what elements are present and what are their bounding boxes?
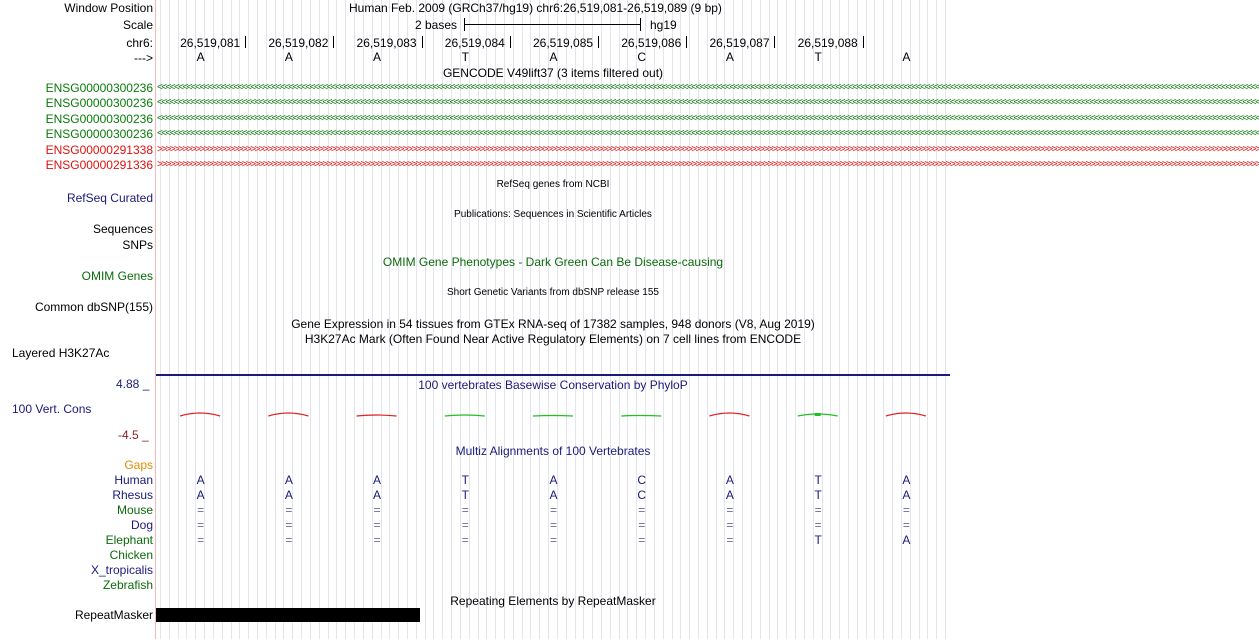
gencode-item-label[interactable]: ENSG00000300236	[45, 111, 153, 126]
gencode-item-feature[interactable]: >>>>>>>>>>>>>>>>>>>>>>>>>>>>>>>>>>>>>>>>>>>>>>>>>>>>>>>>>>>>>>>>>>>>>>>>>>>>>>>>>>>>>>>>>>>>>>>>>>>>>>>>>>>>>>>>>>>>>>>>>>>>>>>>>>>>>>>>>>>>>>>>>>>>>>>>>>>>>>>>>>>>>>>>>>>>>>>>>>>>>>>>>>>>>>>>>>>>>>>>>>>>>>>>>>>>>>>>>>>>>>>>>>>>>>>>>>>>>>>>>>>>>>>>>>>>>>>>>>>>	[157, 159, 1259, 170]
position-tick-label: 26,519,086	[621, 36, 682, 50]
position-tick-label: 26,519,083	[356, 36, 417, 50]
refseq-track-title[interactable]: RefSeq genes from NCBI	[496, 179, 610, 190]
strand-label: --->	[134, 51, 153, 65]
alignment-base: A	[725, 488, 734, 502]
scale-value: 2 bases	[415, 18, 458, 32]
gencode-item-feature[interactable]: <<<<<<<<<<<<<<<<<<<<<<<<<<<<<<<<<<<<<<<<<<<<<<<<<<<<<<<<<<<<<<<<<<<<<<<<<<<<<<<<<<<<<<<<<<<<<<<<<<<<<<<<<<<<<<<<<<<<<<<<<<<<<<<<<<<<<<<<<<<<<<<<<<<<<<<<<<<<<<<<<<<<<<<<<<<<<<<<<<<<<<<<<<<<<<<<<<<<<<<<<<<<<<<<<<<<<<<<<<<<<<<<<<<<<<<<<<<<<<<<<<<<<<<<<<<<<<<<<<<<	[157, 112, 1259, 124]
alignment-base: =	[726, 518, 734, 532]
alignment-base: =	[461, 503, 469, 517]
conservation-peak-mark	[815, 413, 821, 416]
alignment-base: =	[638, 518, 646, 532]
alignment-base: =	[638, 503, 646, 517]
alignment-base: A	[284, 473, 293, 487]
alignment-base: A	[373, 473, 382, 487]
alignment-base: A	[902, 473, 911, 487]
reference-base: A	[284, 50, 293, 64]
alignment-base: =	[902, 518, 910, 532]
gtex-track-title[interactable]: Gene Expression in 54 tissues from GTEx RNA-seq of 17382 samples, 948 donors (V8, Aug 2019)	[291, 317, 815, 331]
alignment-base: A	[284, 488, 293, 502]
publications-track-title[interactable]: Publications: Sequences in Scientific Articles	[454, 209, 652, 220]
dbsnp-track-title[interactable]: Short Genetic Variants from dbSNP release 155	[447, 287, 659, 298]
species-label[interactable]: Dog	[130, 518, 153, 532]
species-label[interactable]: X_tropicalis	[90, 563, 153, 577]
omim-label[interactable]: OMIM Genes	[81, 269, 153, 283]
h3k27ac-label[interactable]: Layered H3K27Ac	[12, 346, 110, 360]
reference-base: A	[725, 50, 734, 64]
alignment-base: A	[549, 473, 558, 487]
snps-label[interactable]: SNPs	[122, 238, 153, 252]
reference-base: A	[196, 50, 205, 64]
alignment-base: T	[814, 488, 822, 502]
species-label[interactable]: Chicken	[109, 548, 153, 562]
cons-axis-min: -4.5 _	[118, 428, 149, 442]
alignment-base: =	[549, 503, 557, 517]
alignment-base: =	[373, 518, 381, 532]
repeat-label[interactable]: RepeatMasker	[74, 608, 153, 622]
species-label[interactable]: Human	[114, 473, 153, 487]
alignment-base: =	[549, 518, 557, 532]
window-position-label: Window Position	[64, 1, 153, 15]
alignment-base: =	[902, 503, 910, 517]
alignment-base: =	[197, 503, 205, 517]
gencode-item-label[interactable]: ENSG00000291338	[45, 142, 153, 157]
alignment-base: C	[637, 473, 647, 487]
alignment-base: A	[549, 488, 558, 502]
alignment-base: =	[285, 518, 293, 532]
sequences-label[interactable]: Sequences	[92, 222, 153, 236]
alignment-base: =	[285, 503, 293, 517]
species-label[interactable]: Mouse	[116, 503, 153, 517]
reference-base: A	[373, 50, 382, 64]
position-tick-label: 26,519,082	[268, 36, 329, 50]
cons-axis-max: 4.88 _	[116, 377, 150, 391]
cons-track-title[interactable]: 100 vertebrates Basewise Conservation by PhyloP	[418, 378, 688, 392]
alignment-base: A	[196, 488, 205, 502]
reference-base: A	[549, 50, 558, 64]
refseq-label[interactable]: RefSeq Curated	[66, 191, 153, 205]
gencode-item-feature[interactable]: <<<<<<<<<<<<<<<<<<<<<<<<<<<<<<<<<<<<<<<<<<<<<<<<<<<<<<<<<<<<<<<<<<<<<<<<<<<<<<<<<<<<<<<<<<<<<<<<<<<<<<<<<<<<<<<<<<<<<<<<<<<<<<<<<<<<<<<<<<<<<<<<<<<<<<<<<<<<<<<<<<<<<<<<<<<<<<<<<<<<<<<<<<<<<<<<<<<<<<<<<<<<<<<<<<<<<<<<<<<<<<<<<<<<<<<<<<<<<<<<<<<<<<<<<<<<<<<<<<<<	[157, 128, 1259, 140]
gencode-item-feature[interactable]: <<<<<<<<<<<<<<<<<<<<<<<<<<<<<<<<<<<<<<<<<<<<<<<<<<<<<<<<<<<<<<<<<<<<<<<<<<<<<<<<<<<<<<<<<<<<<<<<<<<<<<<<<<<<<<<<<<<<<<<<<<<<<<<<<<<<<<<<<<<<<<<<<<<<<<<<<<<<<<<<<<<<<<<<<<<<<<<<<<<<<<<<<<<<<<<<<<<<<<<<<<<<<<<<<<<<<<<<<<<<<<<<<<<<<<<<<<<<<<<<<<<<<<<<<<<<<<<<<<<<	[157, 97, 1259, 109]
species-label[interactable]: Rhesus	[112, 488, 153, 502]
position-tick-label: 26,519,087	[709, 36, 770, 50]
gencode-item-label[interactable]: ENSG00000300236	[45, 81, 153, 95]
gencode-item-label[interactable]: ENSG00000300236	[45, 96, 153, 111]
gencode-track-title[interactable]: GENCODE V49lift37 (3 items filtered out)	[442, 66, 664, 80]
species-label[interactable]: Zebrafish	[102, 578, 153, 592]
conservation-mark	[357, 415, 397, 416]
omim-track-title[interactable]: OMIM Gene Phenotypes - Dark Green Can Be Disease-causing	[382, 255, 724, 269]
alignment-base: =	[814, 518, 822, 532]
window-position-value: Human Feb. 2009 (GRCh37/hg19) chr6:26,519,081-26,519,089 (9 bp)	[349, 1, 722, 15]
repeat-track-title[interactable]: Repeating Elements by RepeatMasker	[450, 594, 656, 608]
alignment-base: T	[814, 533, 822, 547]
alignment-base: =	[726, 503, 734, 517]
alignment-base: =	[373, 533, 381, 547]
conservation-mark	[180, 413, 220, 416]
gencode-item-label[interactable]: ENSG00000291336	[45, 158, 153, 172]
scale-label: Scale	[122, 18, 153, 32]
multiz-track-title[interactable]: Multiz Alignments of 100 Vertebrates	[455, 444, 651, 458]
reference-base: T	[461, 50, 469, 64]
conservation-mark	[621, 416, 661, 417]
species-label[interactable]: Elephant	[105, 533, 153, 547]
dbsnp-label[interactable]: Common dbSNP(155)	[34, 300, 153, 314]
alignment-base: A	[196, 473, 205, 487]
alignment-base: =	[285, 533, 293, 547]
alignment-base: T	[814, 473, 822, 487]
alignment-base: =	[726, 533, 734, 547]
reference-base: C	[637, 50, 647, 64]
scale-assembly: hg19	[650, 18, 677, 32]
alignment-base: C	[637, 488, 647, 502]
alignment-base: =	[373, 503, 381, 517]
conservation-mark	[533, 416, 573, 417]
alignment-base: =	[549, 533, 557, 547]
position-tick-label: 26,519,085	[533, 36, 594, 50]
conservation-mark	[886, 413, 926, 416]
conservation-mark	[445, 415, 485, 416]
conservation-mark	[268, 413, 308, 416]
alignment-base: =	[638, 533, 646, 547]
position-tick-label: 26,519,084	[444, 36, 505, 50]
h3k27ac-track-title[interactable]: H3K27Ac Mark (Often Found Near Active Regulatory Elements) on 7 cell lines from ENCODE	[304, 332, 802, 346]
chrom-label: chr6:	[126, 36, 153, 50]
alignment-base: A	[373, 488, 382, 502]
alignment-base: =	[197, 533, 205, 547]
alignment-base: A	[902, 488, 911, 502]
reference-base: A	[902, 50, 911, 64]
alignment-base: =	[814, 503, 822, 517]
alignment-base: =	[461, 518, 469, 532]
alignment-base: T	[461, 473, 469, 487]
gencode-item-feature[interactable]: <<<<<<<<<<<<<<<<<<<<<<<<<<<<<<<<<<<<<<<<<<<<<<<<<<<<<<<<<<<<<<<<<<<<<<<<<<<<<<<<<<<<<<<<<<<<<<<<<<<<<<<<<<<<<<<<<<<<<<<<<<<<<<<<<<<<<<<<<<<<<<<<<<<<<<<<<<<<<<<<<<<<<<<<<<<<<<<<<<<<<<<<<<<<<<<<<<<<<<<<<<<<<<<<<<<<<<<<<<<<<<<<<<<<<<<<<<<<<<<<<<<<<<<<<<<<<<<<<<<<	[157, 82, 1259, 93]
conservation-mark	[709, 413, 749, 416]
gencode-item-feature[interactable]: >>>>>>>>>>>>>>>>>>>>>>>>>>>>>>>>>>>>>>>>>>>>>>>>>>>>>>>>>>>>>>>>>>>>>>>>>>>>>>>>>>>>>>>>>>>>>>>>>>>>>>>>>>>>>>>>>>>>>>>>>>>>>>>>>>>>>>>>>>>>>>>>>>>>>>>>>>>>>>>>>>>>>>>>>>>>>>>>>>>>>>>>>>>>>>>>>>>>>>>>>>>>>>>>>>>>>>>>>>>>>>>>>>>>>>>>>>>>>>>>>>>>>>>>>>>>>>>>>>>>	[157, 143, 1259, 155]
alignment-base: A	[725, 473, 734, 487]
alignment-base: =	[197, 518, 205, 532]
alignment-base: A	[902, 533, 911, 547]
species-label[interactable]: Gaps	[124, 458, 153, 472]
alignment-base: =	[461, 533, 469, 547]
gencode-item-label[interactable]: ENSG00000300236	[45, 127, 153, 142]
cons-label[interactable]: 100 Vert. Cons	[12, 402, 92, 416]
position-tick-label: 26,519,081	[180, 36, 241, 50]
position-tick-label: 26,519,088	[797, 36, 858, 50]
repeat-block[interactable]	[156, 608, 420, 622]
reference-base: T	[814, 50, 822, 64]
alignment-base: T	[461, 488, 469, 502]
